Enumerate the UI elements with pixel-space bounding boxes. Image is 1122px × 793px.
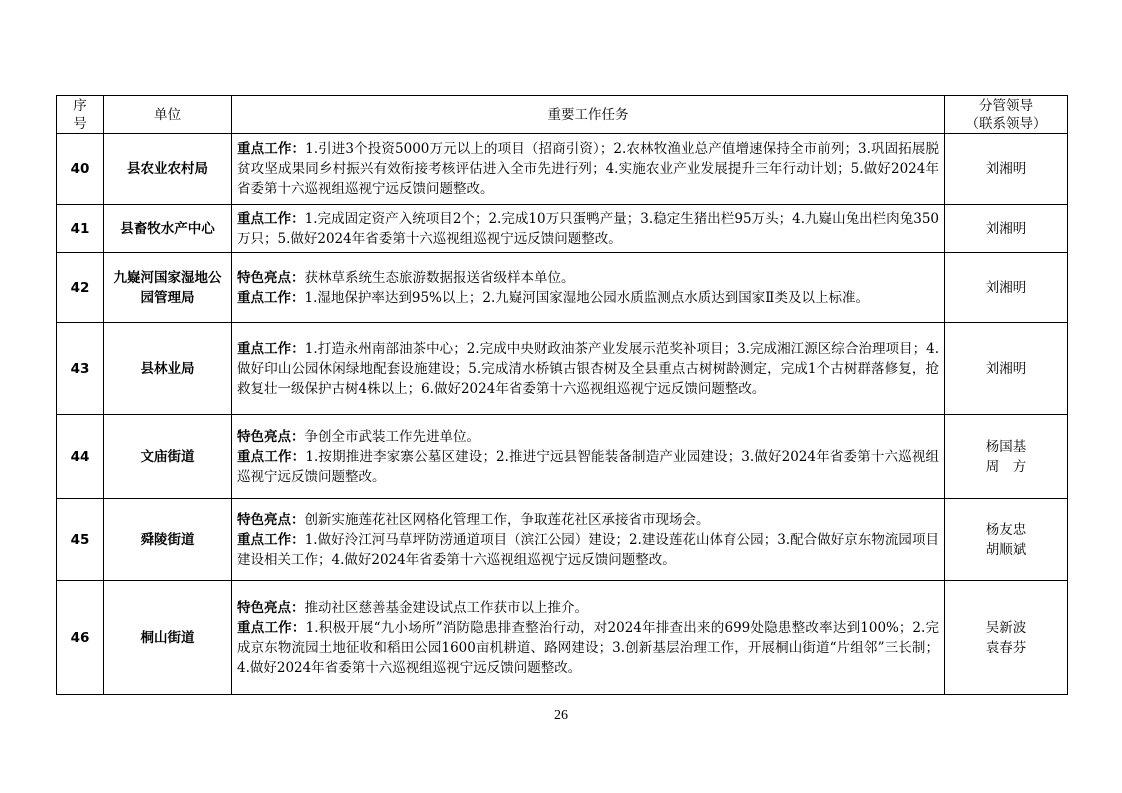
unit-name: 九嶷河国家湿地公园管理局 bbox=[104, 253, 232, 323]
highlight-line bbox=[237, 598, 939, 618]
key-work-line bbox=[237, 447, 939, 487]
unit-name: 桐山街道 bbox=[104, 581, 232, 695]
task-cell bbox=[232, 415, 945, 499]
task-cell bbox=[232, 581, 945, 695]
leader-name: 杨友忠 bbox=[985, 521, 1027, 538]
leader-cell bbox=[945, 134, 1068, 205]
leader-name-2: 胡顺斌 bbox=[985, 541, 1027, 558]
leader-name: 刘湘明 bbox=[985, 360, 1027, 377]
row-number: 46 bbox=[57, 581, 104, 695]
key-work-label: 重点工作： bbox=[237, 210, 305, 227]
highlight-line bbox=[237, 268, 939, 288]
highlight-text: 创新实施莲花社区网格化管理工作，争取莲花社区承接省市现场会。 bbox=[304, 511, 710, 528]
key-work-label: 重点工作： bbox=[237, 340, 305, 357]
key-work-text: 1.完成固定资产入统项目2个；2.完成10万只蛋鸭产量；3.稳定生猪出栏95万头；4.九嶷山兔出栏肉兔350万只；5.做好2024年省委第十六巡视组巡视宁远反馈问题整改。 bbox=[237, 210, 940, 247]
key-work-label: 重点工作： bbox=[237, 289, 305, 306]
leader-name: 刘湘明 bbox=[985, 220, 1027, 237]
highlight-label: 特色亮点： bbox=[237, 269, 305, 286]
highlight-line bbox=[237, 510, 939, 530]
header-unit: 单位 bbox=[104, 96, 232, 134]
key-work-text: 1.湿地保护率达到95%以上；2.九嶷河国家湿地公园水质监测点水质达到国家Ⅱ类及以上标准。 bbox=[304, 289, 869, 306]
key-work-text: 1.积极开展“九小场所”消防隐患排查整治行动，对2024年排查出来的699处隐患整改率达到100%；2.完成京东物流园土地征收和稻田公园1600亩机耕道、路网建设；3.创新基层治理工作，开展桐山街道“片组邻”三长制；4.做好2024年省委第十六巡视组巡视宁远反馈问题整改。 bbox=[237, 619, 939, 676]
key-work-text: 1.引进3个投资5000万元以上的项目（招商引资）；2.农林牧渔业总产值增速保持全市前列；3.巩固拓展脱贫攻坚成果同乡村振兴有效衔接考核评估进入全市先进行列；4.实施农业产业发展提升三年行动计划；5.做好2024年省委第十六巡视组巡视宁远反馈问题整改。 bbox=[237, 141, 940, 197]
leader-name-2: 周 方 bbox=[985, 458, 1027, 475]
key-work-line bbox=[237, 209, 939, 249]
key-work-label: 重点工作： bbox=[237, 531, 305, 548]
leader-name: 杨国基 bbox=[985, 438, 1027, 455]
key-work-line bbox=[237, 139, 939, 199]
leader-cell bbox=[945, 499, 1068, 581]
header-leader-line1: 分管领导 bbox=[979, 97, 1033, 114]
table-row bbox=[57, 499, 1068, 581]
unit-name: 文庙街道 bbox=[104, 415, 232, 499]
highlight-text: 获林草系统生态旅游数据报送省级样本单位。 bbox=[304, 269, 575, 286]
header-row bbox=[57, 96, 1068, 134]
highlight-label: 特色亮点： bbox=[237, 599, 305, 616]
task-cell bbox=[232, 134, 945, 205]
row-number: 44 bbox=[57, 415, 104, 499]
leader-cell bbox=[945, 205, 1068, 253]
key-work-line bbox=[237, 288, 939, 308]
key-work-text: 1.做好泠江河马草坪防涝通道项目（滨江公园）建设；2.建设莲花山体育公园；3.配合做好京东物流园项目建设相关工作；4.做好2024年省委第十六巡视组巡视宁远反馈问题整改。 bbox=[237, 531, 940, 568]
page-number: 26 bbox=[554, 708, 568, 723]
unit-name: 县畜牧水产中心 bbox=[104, 205, 232, 253]
leader-name: 吴新波 bbox=[985, 619, 1027, 636]
leader-name: 刘湘明 bbox=[985, 279, 1027, 296]
row-number: 43 bbox=[57, 323, 104, 415]
header-no: 序号 bbox=[57, 96, 104, 134]
highlight-line bbox=[237, 427, 939, 447]
highlight-text: 争创全市武装工作先进单位。 bbox=[304, 428, 480, 445]
task-cell bbox=[232, 499, 945, 581]
row-number: 40 bbox=[57, 134, 104, 205]
header-task: 重要工作任务 bbox=[232, 96, 945, 134]
header-leader-line2: （联系领导） bbox=[965, 115, 1047, 132]
leader-cell bbox=[945, 581, 1068, 695]
key-work-line bbox=[237, 530, 939, 570]
leader-cell bbox=[945, 323, 1068, 415]
highlight-label: 特色亮点： bbox=[237, 511, 305, 528]
leader-cell bbox=[945, 253, 1068, 323]
table-row bbox=[57, 581, 1068, 695]
unit-name: 县农业农村局 bbox=[104, 134, 232, 205]
row-number: 42 bbox=[57, 253, 104, 323]
unit-name: 舜陵街道 bbox=[104, 499, 232, 581]
task-cell bbox=[232, 205, 945, 253]
key-work-label: 重点工作： bbox=[237, 141, 306, 157]
table-row bbox=[57, 323, 1068, 415]
table-row bbox=[57, 253, 1068, 323]
table-row bbox=[57, 205, 1068, 253]
highlight-text: 推动社区慈善基金建设试点工作获市以上推介。 bbox=[304, 599, 588, 616]
row-number: 45 bbox=[57, 499, 104, 581]
key-work-line bbox=[237, 618, 939, 678]
unit-name: 县林业局 bbox=[104, 323, 232, 415]
table-row bbox=[57, 415, 1068, 499]
header-leader bbox=[945, 96, 1068, 134]
task-table bbox=[56, 95, 1068, 695]
key-work-label: 重点工作： bbox=[237, 619, 306, 636]
key-work-text: 1.按期推进李家寨公墓区建设；2.推进宁远县智能装备制造产业园建设；3.做好2024年省委第十六巡视组巡视宁远反馈问题整改。 bbox=[237, 448, 940, 485]
leader-cell bbox=[945, 415, 1068, 499]
key-work-label: 重点工作： bbox=[237, 448, 306, 465]
leader-name: 刘湘明 bbox=[985, 161, 1027, 177]
task-cell bbox=[232, 323, 945, 415]
task-cell bbox=[232, 253, 945, 323]
leader-name-2: 袁春芬 bbox=[985, 639, 1027, 656]
row-number: 41 bbox=[57, 205, 104, 253]
table-row bbox=[57, 134, 1068, 205]
highlight-label: 特色亮点： bbox=[237, 428, 305, 445]
key-work-text: 1.打造永州南部油茶中心；2.完成中央财政油茶产业发展示范奖补项目；3.完成湘江源区综合治理项目；4.做好印山公园休闲绿地配套设施建设；5.完成清水桥镇古银杏树及全县重点古树树龄测定，完成1个古树群落修复，抢救复壮一级保护古树4株以上；6.做好2024年省委第十六巡视组巡视宁远反馈问题整改。 bbox=[237, 340, 939, 397]
key-work-line bbox=[237, 339, 939, 399]
